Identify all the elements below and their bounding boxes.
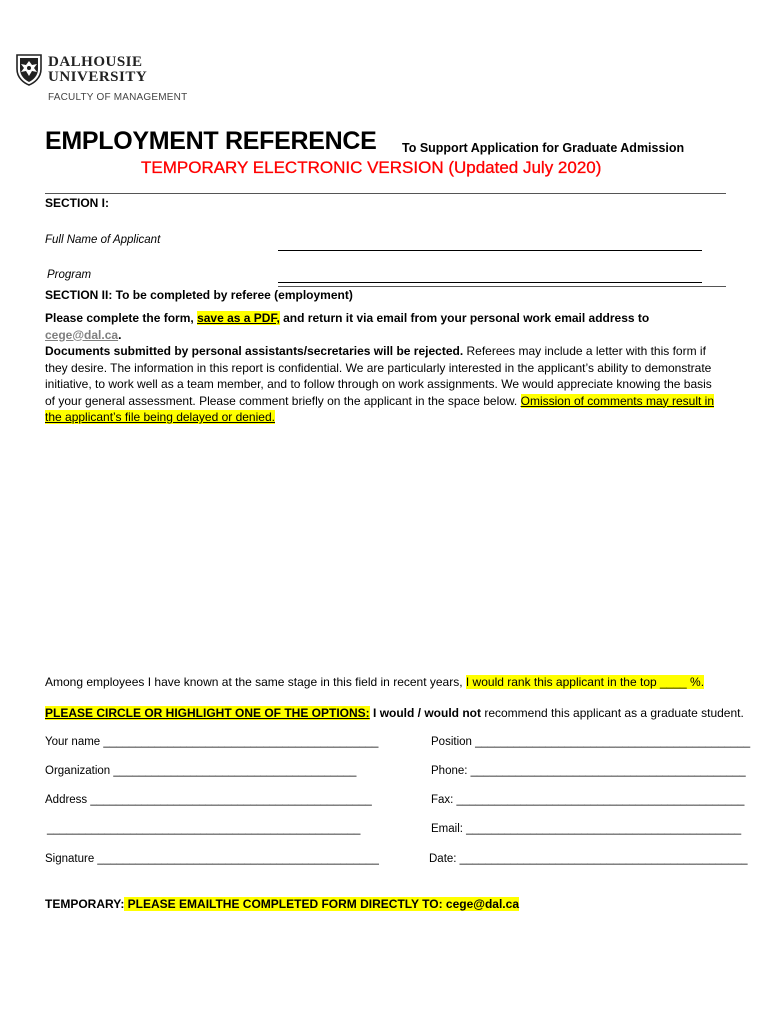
email-field[interactable]: Email: ___________________________________________	[431, 823, 742, 835]
footer-label: TEMPORARY:	[45, 897, 125, 911]
instructions-text-c: .	[118, 327, 122, 342]
full-name-field[interactable]	[278, 250, 702, 251]
date-field[interactable]: Date: _____________________________________________	[429, 853, 748, 865]
dalhousie-crest-icon	[16, 54, 42, 86]
instructions-text-a: Please complete the form,	[45, 311, 198, 325]
recommend-text: recommend this applicant as a graduate student.	[481, 706, 744, 720]
footer-email-highlight: PLEASE EMAILTHE COMPLETED FORM DIRECTLY TO: cege@dal.ca	[124, 897, 519, 911]
program-field[interactable]	[278, 282, 702, 283]
omission-warning-highlight: Omission of comments may result in the applicant’s file being delayed or denied.	[45, 393, 714, 424]
page-subtitle: To Support Application for Graduate Admission	[402, 141, 685, 155]
page-title: EMPLOYMENT REFERENCE	[45, 127, 377, 155]
divider	[278, 286, 726, 287]
rejection-warning: Documents submitted by personal assistants/secretaries will be rejected.	[45, 344, 464, 358]
temporary-version-notice: TEMPORARY ELECTRONIC VERSION (Updated July 2020)	[141, 158, 602, 177]
recommend-sentence	[45, 706, 744, 720]
email-link[interactable]: cege@dal.ca	[45, 327, 119, 342]
ranking-text: Among employees I have known at the same stage in this field in recent years,	[45, 675, 466, 689]
full-name-label: Full Name of Applicant	[45, 234, 161, 246]
instructions-paragraph	[45, 310, 725, 426]
address-line2-field[interactable]: _________________________________________________	[47, 823, 361, 835]
address-field[interactable]: Address ____________________________________________	[45, 794, 372, 806]
phone-field[interactable]: Phone: ___________________________________________	[431, 765, 746, 777]
section2-heading: SECTION II: To be completed by referee (employment)	[45, 288, 353, 302]
position-field[interactable]: Position ___________________________________________	[431, 736, 751, 748]
footer-notice	[45, 897, 519, 911]
logo-line2: UNIVERSITY	[48, 69, 148, 85]
organization-field[interactable]: Organization ______________________________________	[45, 765, 357, 777]
options-instruction-highlight: PLEASE CIRCLE OR HIGHLIGHT ONE OF THE OPTIONS:	[45, 706, 370, 720]
instructions-body: Referees may include a letter with this form if they desire. The information in this report is confidential. We are particularly interested in the applicant’s ability to demonstrate initiative, to work well as a team member, and to follow through on work assignments. We would appreciate knowing the basis of your general assessment. Please comment briefly on the applicant in the space below.	[45, 344, 712, 408]
divider	[45, 193, 726, 194]
faculty-name: FACULTY OF MANAGEMENT	[48, 92, 188, 103]
comments-area[interactable]	[45, 410, 725, 665]
signature-field[interactable]: Signature ____________________________________________	[45, 853, 379, 865]
ranking-highlight[interactable]: I would rank this applicant in the top ____ %.	[465, 675, 705, 689]
logo	[16, 54, 196, 106]
section1-heading: SECTION I:	[45, 196, 110, 210]
save-as-pdf-highlight: save as a PDF,	[197, 311, 280, 325]
ranking-sentence	[45, 675, 704, 689]
fax-field[interactable]: Fax: _____________________________________________	[431, 794, 745, 806]
your-name-field[interactable]: Your name ___________________________________________	[45, 736, 379, 748]
recommend-options[interactable]: I would / would not	[369, 706, 481, 720]
logo-line1: DALHOUSIE	[48, 54, 143, 70]
program-label: Program	[47, 269, 92, 281]
instructions-text-b: and return it via email from your personal work email address to	[279, 311, 650, 325]
